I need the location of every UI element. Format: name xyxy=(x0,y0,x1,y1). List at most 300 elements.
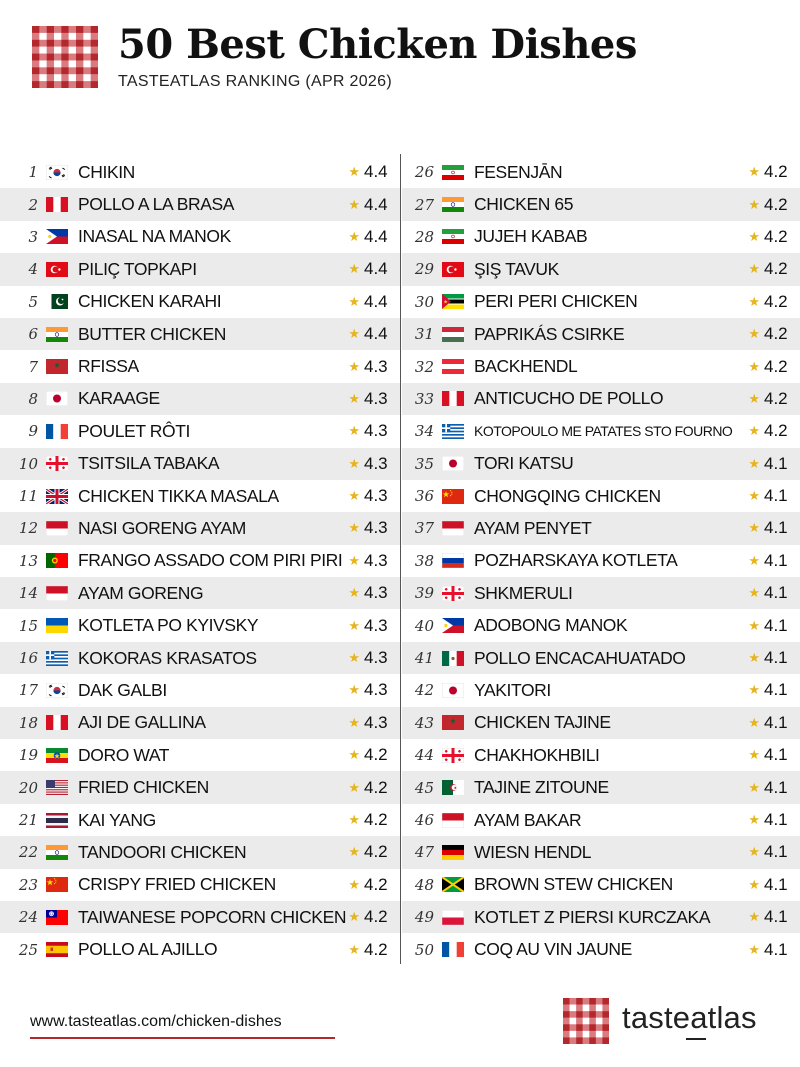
star-icon: ★ xyxy=(348,617,360,633)
kr-flag-icon xyxy=(46,165,68,180)
rank-number: 2 xyxy=(28,195,38,214)
star-icon: ★ xyxy=(348,585,360,601)
star-icon: ★ xyxy=(748,293,760,309)
rating-value: 4.1 xyxy=(764,842,788,862)
star-icon: ★ xyxy=(348,714,360,730)
ranking-row xyxy=(402,901,800,933)
in-flag-icon xyxy=(46,845,68,860)
ranking-row xyxy=(0,577,400,609)
rank-number: 1 xyxy=(28,163,38,182)
ranking-row xyxy=(0,642,400,674)
tr-flag-icon xyxy=(46,262,68,277)
rank-number: 44 xyxy=(414,746,434,765)
ma-flag-icon xyxy=(46,359,68,374)
tw-flag-icon xyxy=(46,910,68,925)
rank-number: 4 xyxy=(28,260,38,279)
rank-number: 19 xyxy=(18,746,38,765)
ranking-row xyxy=(0,415,400,447)
pe-flag-icon xyxy=(442,391,464,406)
star-icon: ★ xyxy=(748,488,760,504)
us-flag-icon xyxy=(46,780,68,795)
star-icon: ★ xyxy=(348,812,360,827)
mz-flag-icon xyxy=(442,294,464,309)
rating-value: 4.1 xyxy=(764,583,788,603)
dish-name: AYAM BAKAR xyxy=(474,809,582,830)
ge-flag-icon xyxy=(442,748,464,763)
brand-wordmark: tasteatlas xyxy=(622,1000,757,1035)
star-icon: ★ xyxy=(348,293,360,309)
ranking-row xyxy=(0,836,400,868)
rating-value: 4.4 xyxy=(364,291,388,311)
star-icon: ★ xyxy=(748,714,760,730)
rating-value: 4.2 xyxy=(764,259,788,279)
star-icon: ★ xyxy=(748,261,760,277)
dish-name: KOTLETA PO KYIVSKY xyxy=(78,615,259,636)
rating-value: 4.2 xyxy=(364,777,388,797)
rank-number: 18 xyxy=(18,713,38,732)
rank-number: 21 xyxy=(18,811,38,829)
star-icon: ★ xyxy=(748,682,760,698)
ranking-row xyxy=(402,869,800,901)
rating-value: 4.3 xyxy=(364,583,388,603)
star-icon: ★ xyxy=(348,876,360,892)
de-flag-icon xyxy=(442,845,464,860)
th-flag-icon xyxy=(46,813,68,828)
rank-number: 46 xyxy=(414,811,434,829)
rating-value: 4.4 xyxy=(364,162,388,182)
rank-number: 10 xyxy=(18,454,38,473)
star-icon: ★ xyxy=(748,423,760,439)
gr-flag-icon xyxy=(46,651,68,666)
star-icon: ★ xyxy=(748,585,760,601)
star-icon: ★ xyxy=(348,682,360,698)
ranking-row xyxy=(402,642,800,674)
star-icon: ★ xyxy=(348,196,360,212)
star-icon: ★ xyxy=(748,164,760,180)
es-flag-icon xyxy=(46,942,68,957)
star-icon: ★ xyxy=(748,390,760,406)
page-subtitle: TASTEATLAS RANKING (APR 2026) xyxy=(118,73,392,90)
rating-value: 4.2 xyxy=(764,291,788,311)
ranking-row xyxy=(0,480,400,512)
ua-flag-icon xyxy=(46,618,68,633)
in-flag-icon xyxy=(442,197,464,212)
rank-number: 47 xyxy=(414,843,434,862)
ranking-row xyxy=(0,156,400,188)
ranking-row xyxy=(0,901,400,933)
rank-number: 5 xyxy=(28,292,38,311)
rating-value: 4.1 xyxy=(764,712,788,732)
rank-number: 3 xyxy=(28,227,38,246)
star-icon: ★ xyxy=(348,358,360,374)
star-icon: ★ xyxy=(348,747,360,763)
rating-value: 4.1 xyxy=(764,680,788,700)
in-flag-icon xyxy=(46,327,68,342)
rank-number: 6 xyxy=(28,325,38,344)
dish-name: TSITSILA TABAKA xyxy=(78,453,220,474)
rank-number: 11 xyxy=(18,487,38,506)
gingham-logo-icon xyxy=(563,998,609,1044)
dish-name: AYAM GORENG xyxy=(78,582,204,603)
ir-flag-icon xyxy=(442,165,464,180)
ranking-row xyxy=(0,545,400,577)
rank-number: 36 xyxy=(414,487,434,506)
dish-name: POLLO A LA BRASA xyxy=(78,194,235,215)
rank-number: 39 xyxy=(414,584,434,603)
dish-name: ANTICUCHO DE POLLO xyxy=(474,388,664,409)
at-flag-icon xyxy=(442,359,464,374)
dish-name: POLLO ENCACAHUATADO xyxy=(474,647,686,668)
rating-value: 4.2 xyxy=(364,745,388,765)
rank-number: 27 xyxy=(414,195,434,214)
ranking-row xyxy=(402,512,800,544)
ranking-row xyxy=(0,221,400,253)
rating-value: 4.1 xyxy=(764,907,788,927)
ranking-row xyxy=(402,674,800,706)
dish-name: BROWN STEW CHICKEN xyxy=(474,874,673,895)
ranking-row xyxy=(0,804,400,836)
rating-value: 4.3 xyxy=(364,518,388,538)
ranking-row xyxy=(0,318,400,350)
ranking-row xyxy=(402,156,800,188)
column-divider xyxy=(400,154,401,964)
ph-flag-icon xyxy=(442,618,464,633)
id-flag-icon xyxy=(442,521,464,536)
page-title: 50 Best Chicken Dishes xyxy=(118,21,637,68)
dish-name: FRIED CHICKEN xyxy=(78,777,209,798)
dish-name: DORO WAT xyxy=(78,744,170,765)
rank-number: 43 xyxy=(414,713,434,732)
rank-number: 24 xyxy=(18,908,38,927)
footer-url-link[interactable]: www.tasteatlas.com/chicken-dishes xyxy=(30,1013,282,1030)
ranking-row xyxy=(402,804,800,836)
star-icon: ★ xyxy=(748,552,760,568)
rating-value: 4.1 xyxy=(764,777,788,797)
dish-name: ŞIŞ TAVUK xyxy=(474,258,559,279)
star-icon: ★ xyxy=(748,196,760,212)
brand-wordmark-underline xyxy=(686,1038,706,1040)
dish-name: CHICKEN KARAHI xyxy=(78,291,222,312)
star-icon: ★ xyxy=(748,228,760,244)
star-icon: ★ xyxy=(748,520,760,536)
rank-number: 28 xyxy=(414,227,434,246)
star-icon: ★ xyxy=(348,552,360,568)
ranking-row xyxy=(402,836,800,868)
ranking-row xyxy=(0,869,400,901)
rank-number: 25 xyxy=(18,940,38,959)
rank-number: 50 xyxy=(414,940,434,959)
cn-flag-icon xyxy=(442,489,464,504)
rank-number: 29 xyxy=(414,260,434,279)
star-icon: ★ xyxy=(748,909,760,925)
ranking-row xyxy=(402,933,800,965)
ranking-row xyxy=(0,448,400,480)
ranking-row xyxy=(0,188,400,220)
ranking-row xyxy=(402,609,800,641)
dish-name: POULET RÔTI xyxy=(78,420,190,441)
star-icon: ★ xyxy=(748,455,760,471)
rank-number: 49 xyxy=(414,908,434,927)
dish-name: KOTLET Z PIERSI KURCZAKA xyxy=(474,906,711,927)
rating-value: 4.1 xyxy=(764,550,788,570)
dish-name: WIESN HENDL xyxy=(474,841,592,862)
rating-value: 4.4 xyxy=(364,226,388,246)
rank-number: 48 xyxy=(414,875,434,894)
dish-name: KARAAGE xyxy=(78,388,160,409)
rating-value: 4.2 xyxy=(764,421,788,441)
rating-value: 4.3 xyxy=(364,680,388,700)
cn-flag-icon xyxy=(46,877,68,892)
dish-name: COQ AU VIN JAUNE xyxy=(474,939,632,960)
star-icon: ★ xyxy=(748,326,760,342)
rating-value: 4.3 xyxy=(364,453,388,473)
dish-name: CHICKEN 65 xyxy=(474,194,574,215)
rating-value: 4.2 xyxy=(764,226,788,246)
dish-name: BACKHENDL xyxy=(474,356,578,377)
rating-value: 4.3 xyxy=(364,388,388,408)
ranking-row xyxy=(0,674,400,706)
jp-flag-icon xyxy=(442,683,464,698)
dish-name: KAI YANG xyxy=(78,809,156,830)
dish-name: INASAL NA MANOK xyxy=(78,226,231,247)
rating-value: 4.3 xyxy=(364,712,388,732)
star-icon: ★ xyxy=(748,650,760,666)
rating-value: 4.1 xyxy=(764,518,788,538)
rating-value: 4.2 xyxy=(364,842,388,862)
dish-name: FRANGO ASSADO COM PIRI PIRI xyxy=(78,550,343,571)
star-icon: ★ xyxy=(348,326,360,342)
star-icon: ★ xyxy=(748,812,760,827)
star-icon: ★ xyxy=(748,358,760,374)
rank-number: 32 xyxy=(414,357,434,376)
rank-number: 40 xyxy=(414,616,434,635)
dish-name: KOKORAS KRASATOS xyxy=(78,647,257,668)
rating-value: 4.2 xyxy=(364,810,388,829)
star-icon: ★ xyxy=(748,779,760,795)
ranking-row xyxy=(402,771,800,803)
star-icon: ★ xyxy=(348,779,360,795)
gr-flag-icon xyxy=(442,424,464,439)
dish-name: FESENJĀN xyxy=(474,161,563,182)
rank-number: 42 xyxy=(414,681,434,700)
pt-flag-icon xyxy=(46,553,68,568)
et-flag-icon xyxy=(46,748,68,763)
rank-number: 16 xyxy=(18,649,38,668)
gingham-logo-icon xyxy=(32,26,98,88)
dish-name: AJI DE GALLINA xyxy=(78,712,206,733)
dish-name: PERI PERI CHICKEN xyxy=(474,291,638,312)
ranking-row xyxy=(0,933,400,965)
star-icon: ★ xyxy=(748,747,760,763)
rating-value: 4.4 xyxy=(364,194,388,214)
dish-name: CHICKEN TAJINE xyxy=(474,712,611,733)
rank-number: 13 xyxy=(18,551,38,570)
dish-name: POLLO AL AJILLO xyxy=(78,939,218,960)
dish-name: CHAKHOKHBILI xyxy=(474,744,600,765)
rank-number: 12 xyxy=(18,519,38,538)
rating-value: 4.3 xyxy=(364,648,388,668)
rank-number: 8 xyxy=(28,389,38,408)
dish-name: CHONGQING CHICKEN xyxy=(474,485,661,506)
rating-value: 4.1 xyxy=(764,486,788,506)
dish-name: DAK GALBI xyxy=(78,679,167,700)
ranking-row xyxy=(0,512,400,544)
rating-value: 4.2 xyxy=(764,356,788,376)
star-icon: ★ xyxy=(348,390,360,406)
ranking-row xyxy=(0,350,400,382)
dish-name: PAPRIKÁS CSIRKE xyxy=(474,323,625,344)
star-icon: ★ xyxy=(348,844,360,860)
dish-name: JUJEH KABAB xyxy=(474,226,588,247)
star-icon: ★ xyxy=(348,423,360,439)
star-icon: ★ xyxy=(348,520,360,536)
rating-value: 4.1 xyxy=(764,874,788,894)
rank-number: 33 xyxy=(414,389,434,408)
ranking-column-right xyxy=(402,156,800,966)
star-icon: ★ xyxy=(348,488,360,504)
ranking-row xyxy=(402,707,800,739)
dish-name: PILIÇ TOPKAPI xyxy=(78,258,197,279)
pe-flag-icon xyxy=(46,197,68,212)
star-icon: ★ xyxy=(748,941,760,957)
ranking-row xyxy=(402,188,800,220)
ranking-row xyxy=(0,253,400,285)
rating-value: 4.2 xyxy=(364,874,388,894)
rating-value: 4.1 xyxy=(764,615,788,635)
rating-value: 4.2 xyxy=(764,324,788,344)
rating-value: 4.1 xyxy=(764,745,788,765)
ge-flag-icon xyxy=(46,456,68,471)
star-icon: ★ xyxy=(348,909,360,925)
ranking-row xyxy=(0,286,400,318)
tr-flag-icon xyxy=(442,262,464,277)
mx-flag-icon xyxy=(442,651,464,666)
dish-name: TORI KATSU xyxy=(474,453,574,474)
ranking-row xyxy=(402,739,800,771)
rating-value: 4.2 xyxy=(764,162,788,182)
rating-value: 4.3 xyxy=(364,615,388,635)
star-icon: ★ xyxy=(348,164,360,180)
rating-value: 4.4 xyxy=(364,324,388,344)
rank-number: 38 xyxy=(414,551,434,570)
pl-flag-icon xyxy=(442,910,464,925)
ranking-row xyxy=(402,415,800,447)
rating-value: 4.3 xyxy=(364,421,388,441)
rank-number: 26 xyxy=(414,163,434,182)
fr-flag-icon xyxy=(46,424,68,439)
jm-flag-icon xyxy=(442,877,464,892)
rank-number: 41 xyxy=(414,649,434,668)
pe-flag-icon xyxy=(46,715,68,730)
star-icon: ★ xyxy=(348,228,360,244)
rating-value: 4.2 xyxy=(764,388,788,408)
rating-value: 4.1 xyxy=(764,810,788,829)
jp-flag-icon xyxy=(46,391,68,406)
dish-name: CRISPY FRIED CHICKEN xyxy=(78,874,276,895)
ranking-row xyxy=(402,221,800,253)
ranking-row xyxy=(402,448,800,480)
star-icon: ★ xyxy=(348,650,360,666)
rating-value: 4.3 xyxy=(364,486,388,506)
rank-number: 37 xyxy=(414,519,434,538)
dish-name: RFISSA xyxy=(78,356,139,377)
ranking-row xyxy=(402,253,800,285)
rating-value: 4.2 xyxy=(764,194,788,214)
dish-name: SHKMERULI xyxy=(474,582,573,603)
rank-number: 22 xyxy=(18,843,38,862)
ranking-row xyxy=(402,286,800,318)
star-icon: ★ xyxy=(748,844,760,860)
rank-number: 45 xyxy=(414,778,434,797)
id-flag-icon xyxy=(46,586,68,601)
gb-flag-icon xyxy=(46,489,68,504)
rating-value: 4.3 xyxy=(364,356,388,376)
rank-number: 30 xyxy=(414,292,434,311)
star-icon: ★ xyxy=(348,455,360,471)
dish-name: YAKITORI xyxy=(474,679,551,700)
footer-underline xyxy=(30,1037,335,1039)
rating-value: 4.4 xyxy=(364,259,388,279)
dish-name: KOTOPOULO ME PATATES STO FOURNO xyxy=(474,423,733,440)
rating-value: 4.1 xyxy=(764,648,788,668)
rank-number: 20 xyxy=(18,778,38,797)
star-icon: ★ xyxy=(748,617,760,633)
dish-name: BUTTER CHICKEN xyxy=(78,323,227,344)
dish-name: TAIWANESE POPCORN CHICKEN xyxy=(78,906,347,927)
kr-flag-icon xyxy=(46,683,68,698)
rank-number: 35 xyxy=(414,454,434,473)
pk-flag-icon xyxy=(46,294,68,309)
ph-flag-icon xyxy=(46,229,68,244)
ranking-column-left xyxy=(0,156,400,966)
dish-name: TAJINE ZITOUNE xyxy=(474,777,609,798)
ranking-row xyxy=(402,577,800,609)
dish-name: TANDOORI CHICKEN xyxy=(78,841,247,862)
rank-number: 15 xyxy=(18,616,38,635)
ranking-row xyxy=(402,383,800,415)
id-flag-icon xyxy=(46,521,68,536)
dish-name: CHIKIN xyxy=(78,161,135,182)
ranking-row xyxy=(402,545,800,577)
ge-flag-icon xyxy=(442,586,464,601)
dish-name: CHICKEN TIKKA MASALA xyxy=(78,485,279,506)
dish-name: ADOBONG MANOK xyxy=(474,615,628,636)
star-icon: ★ xyxy=(348,941,360,957)
ranking-row xyxy=(0,771,400,803)
hu-flag-icon xyxy=(442,327,464,342)
star-icon: ★ xyxy=(348,261,360,277)
ranking-row xyxy=(0,739,400,771)
dish-name: AYAM PENYET xyxy=(474,517,592,538)
star-icon: ★ xyxy=(748,876,760,892)
ru-flag-icon xyxy=(442,553,464,568)
ir-flag-icon xyxy=(442,229,464,244)
rating-value: 4.3 xyxy=(364,550,388,570)
ranking-row xyxy=(402,350,800,382)
rating-value: 4.2 xyxy=(364,907,388,927)
ranking-row xyxy=(0,609,400,641)
dz-flag-icon xyxy=(442,780,464,795)
ranking-row xyxy=(0,707,400,739)
rank-number: 23 xyxy=(18,875,38,894)
rating-value: 4.1 xyxy=(764,453,788,473)
rank-number: 31 xyxy=(414,325,434,344)
jp-flag-icon xyxy=(442,456,464,471)
rank-number: 14 xyxy=(18,584,38,603)
ranking-row xyxy=(402,318,800,350)
dish-name: POZHARSKAYA KOTLETA xyxy=(474,550,678,571)
rank-number: 7 xyxy=(28,357,38,376)
